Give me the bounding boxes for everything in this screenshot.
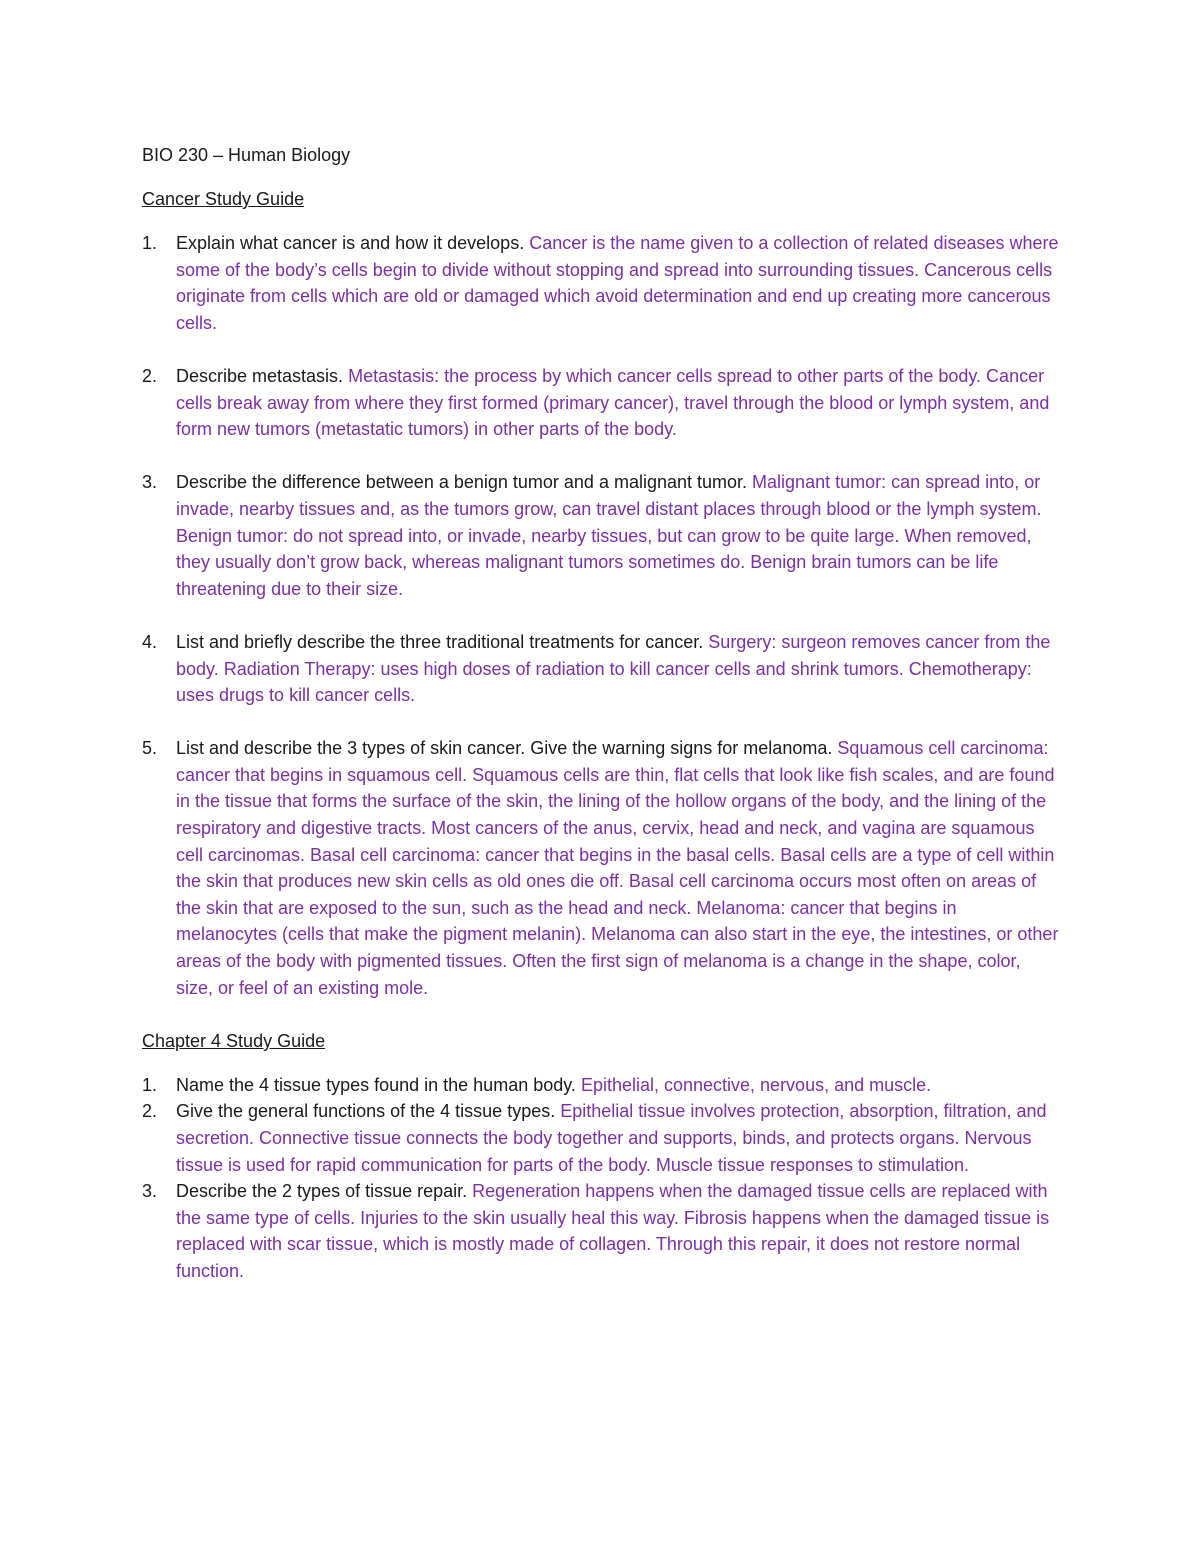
cancer-study-guide-heading: Cancer Study Guide (142, 189, 305, 209)
list-item (142, 1178, 1060, 1284)
answer-text: Squamous cell carcinoma: cancer that begins in squamous cell. Squamous cells are thin, flat cells that look like fish scales, and are found in the tissue that forms the surface of the skin, the lining of the hollow organs of the body, and the lining of the respiratory and digestive tracts. Most cancers of the anus, cervix, head and neck, and vagina are squamous cell carcinomas. Basal cell carcinoma: cancer that begins in the basal cells. Basal cells are a type of cell within the skin that produces new skin cells as old ones die off. Basal cell carcinoma occurs most often on areas of the skin that are exposed to the sun, such as the head and neck. Melanoma: cancer that begins in melanocytes (cells that make the pigment melanin). Melanoma can also start in the eye, the intestines, or other areas of the body with pigmented tissues. Often the first sign of melanoma is a change in the shape, color, size, or feel of an existing mole. (176, 738, 1059, 998)
chapter-4-study-guide-heading: Chapter 4 Study Guide (142, 1030, 326, 1051)
question-text: List and briefly describe the three traditional treatments for cancer. (176, 631, 704, 652)
list-item (142, 363, 1060, 443)
question-text: Name the 4 tissue types found in the human body. (176, 1074, 576, 1095)
question-text: Give the general functions of the 4 tissue types. (176, 1101, 556, 1122)
item-number: 5. (142, 738, 158, 759)
cancer-question-list (142, 230, 1060, 1001)
list-item (142, 1072, 1060, 1099)
list-item (142, 469, 1060, 602)
list-item (142, 230, 1060, 336)
course-title: BIO 230 – Human Biology (142, 145, 351, 165)
item-number: 1. (142, 1074, 158, 1095)
question-text: Describe the difference between a benign tumor and a malignant tumor. (176, 472, 748, 493)
item-number: 1. (142, 233, 158, 253)
question-text: List and describe the 3 types of skin cancer. Give the warning signs for melanoma. (176, 738, 833, 759)
answer-text: Malignant tumor: can spread into, or invade, nearby tissues and, as the tumors grow, can travel distant places through blood or the lymph system. Benign tumor: do not spread into, or invade, nearby tissues, but can grow to be quite large. When removed, they usually don’t grow back, whereas malignant tumors sometimes do. Benign brain tumors can be life threatening due to their size. (176, 472, 1042, 599)
item-number: 2. (142, 365, 158, 386)
question-text: Describe metastasis. (176, 365, 344, 386)
item-number: 4. (142, 631, 158, 652)
answer-text: Regeneration happens when the damaged tissue cells are replaced with the same type of cells. Injuries to the skin usually heal this way. Fibrosis happens when the damaged tissue is replaced with scar tissue, which is mostly made of collagen. Through this repair, it does not restore normal function. (176, 1181, 1050, 1281)
answer-text: Cancer is the name given to a collection of related diseases where some of the body’s cells begin to divide without stopping and spread into surrounding tissues. Cancerous cells originate from cells which are old or damaged which avoid determination and end up creating more cancerous cells. (176, 233, 1059, 333)
item-number: 2. (142, 1101, 158, 1122)
item-number: 3. (142, 1181, 158, 1202)
chapter-4-question-list (142, 1072, 1060, 1285)
answer-text: Epithelial tissue involves protection, absorption, filtration, and secretion. Connective tissue connects the body together and supports, binds, and protects organs. Nervous tissue is used for rapid communication for parts of the body. Muscle tissue responses to stimulation. (176, 1101, 1047, 1175)
list-item (142, 629, 1060, 709)
question-text: Describe the 2 types of tissue repair. (176, 1181, 468, 1202)
answer-text: Surgery: surgeon removes cancer from the body. Radiation Therapy: uses high doses of radiation to kill cancer cells and shrink tumors. Chemotherapy: uses drugs to kill cancer cells. (176, 631, 1051, 706)
question-text: Explain what cancer is and how it develops. (176, 233, 525, 253)
answer-text: Epithelial, connective, nervous, and muscle. (580, 1074, 932, 1095)
item-number: 3. (142, 472, 158, 493)
list-item (142, 735, 1060, 1001)
list-item (142, 1098, 1060, 1178)
answer-text: Metastasis: the process by which cancer cells spread to other parts of the body. Cancer cells break away from where they first formed (primary cancer), travel through the blood or lymph system, and form new tumors (metastatic tumors) in other parts of the body. (176, 365, 1050, 440)
